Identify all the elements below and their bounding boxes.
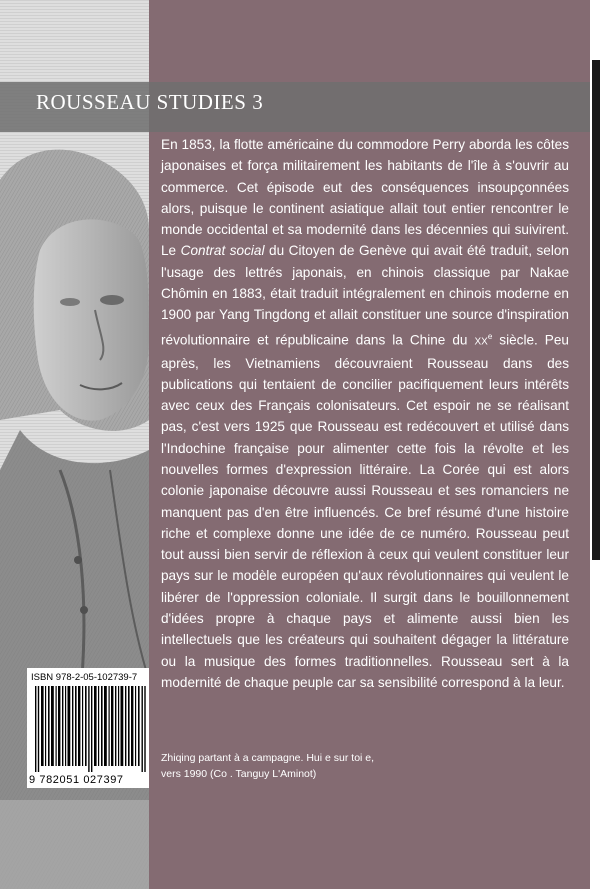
- spine-dark-strip: [592, 60, 600, 560]
- caption-line-1: Zhiqing partant à a campagne. Hui e sur toi e,: [161, 752, 375, 764]
- blurb-text: [161, 134, 569, 693]
- barcode-number: 9 782051 027397: [29, 774, 124, 786]
- blurb-part-2: du Citoyen de Genève qui avait été traduit, selon l'usage des lettrés japonais, en chinois classique par Nakae Chômin en 1883, était traduit intégralement en chinois moderne en 1900 par Yang Tingdong et allait constituer une source d'inspiration révolutionnaire et républicaine dans la Chine du: [161, 243, 569, 348]
- image-caption: [161, 750, 461, 782]
- barcode-bars: [35, 686, 147, 772]
- series-title: ROUSSEAU STUDIES 3: [36, 90, 264, 114]
- blurb-century: XX: [474, 336, 488, 348]
- blurb-part-1: En 1853, la flotte américaine du commodore Perry aborda les côtes japonaises et força militairement les habitants de l'île à s'ouvrir au commerce. Cet épisode eut des conséquences insoupçonnées alors, puisque le continent asiatique allait tout entier rencontrer le monde occidental et sa modernité dans les décennies qui suivirent. Le: [161, 137, 569, 259]
- blurb-century-sup: e: [487, 331, 493, 341]
- isbn-label: ISBN 978-2-05-102739-7: [31, 672, 138, 683]
- blurb-part-3: siècle. Peu après, les Vietnamiens découvraient Rousseau dans des publications qui tentaient de concilier pacifiquement leurs intérêts avec ceux des Français colonisateurs. Cet espoir ne se réalisant pas, c'est vers 1925 que Rousseau est redécouvert et utilisé dans l'Indochine française pour alimenter cette fois la révolte et les nouvelles formes d'expression littéraire. La Corée qui est alors colonie japonaise découvre aussi Rousseau et ses romanciers ne manquent pas d'en être influencés. Ce bref résumé d'une histoire riche et complexe donne une idée de ce numéro. Rousseau peut tout aussi bien servir de réflexion à ceux qui veulent constituer leur pays sur le modèle européen qu'aux révolutionnaires qui veulent le libérer de l'oppression coloniale. Il surgit dans le bouillonnement d'idées propre à chaque pays et alimente aussi bien les intellectuels que les créateurs qui souhaitent dégager la littérature ou la musique des formes traditionnelles. Rousseau sert à la modernité de chaque peuple car sa sensibilité correspond à la leur.: [161, 332, 569, 690]
- caption-line-2: vers 1990 (Co . Tanguy L'Aminot): [161, 768, 317, 780]
- blurb-contrat-social: Contrat social: [180, 243, 265, 259]
